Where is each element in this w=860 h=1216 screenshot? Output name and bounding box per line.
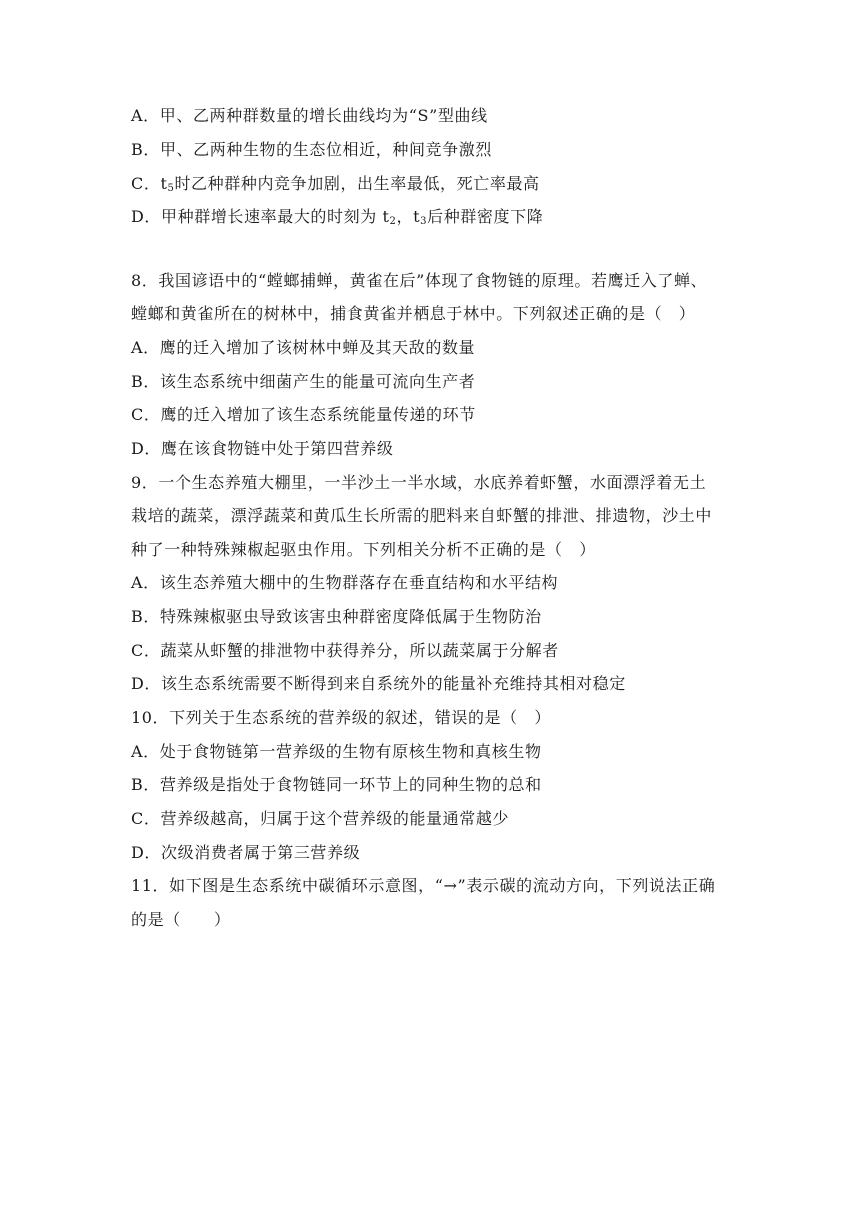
q9-option-b: B．特殊辣椒驱虫导致该害虫种群密度降低属于生物防治 <box>131 607 542 626</box>
q7-option-c-subscript: 5 <box>167 183 175 194</box>
q7-option-d-text-mid: ，t <box>396 207 421 226</box>
q7-option-d-text-rest: 后种群密度下降 <box>427 207 544 226</box>
q8-option-c: C．鹰的迁入增加了该生态系统能量传递的环节 <box>131 405 476 424</box>
q7-option-d-subscript-1: 2 <box>389 216 397 227</box>
q11-stem-line-1: 11．如下图是生态系统中碳循环示意图，“→”表示碳的流动方向，下列说法正确 <box>131 876 716 895</box>
q7-option-c <box>131 173 540 195</box>
q10-option-b: B．营养级是指处于食物链同一环节上的同种生物的总和 <box>131 775 542 794</box>
q9-option-d: D．该生态系统需要不断得到来自系统外的能量补充维持其相对稳定 <box>131 674 626 693</box>
q7-option-d-text: D．甲种群增长速率最大的时刻为 t <box>131 207 390 226</box>
q9-option-c: C．蔬菜从虾蟹的排泄物中获得养分，所以蔬菜属于分解者 <box>131 641 559 660</box>
q9-stem-line-1: 9．一个生态养殖大棚里，一半沙土一半水域，水底养着虾蟹，水面漂浮着无土 <box>131 473 707 492</box>
q8-stem-line-1: 8．我国谚语中的“螳螂捕蝉，黄雀在后”体现了食物链的原理。若鹰迁入了蝉、 <box>131 271 708 290</box>
q9-stem-line-3: 种了一种特殊辣椒起驱虫作用。下列相关分析不正确的是（ ） <box>131 540 596 559</box>
q7-option-b: B．甲、乙两种生物的生态位相近，种间竞争激烈 <box>131 140 492 159</box>
q7-option-d <box>131 206 543 228</box>
q7-option-a: A．甲、乙两种群数量的增长曲线均为“S”型曲线 <box>131 106 488 125</box>
q10-stem: 10．下列关于生态系统的营养级的叙述，错误的是（ ） <box>131 708 551 727</box>
q8-stem-line-2: 螳螂和黄雀所在的树林中，捕食黄雀并栖息于林中。下列叙述正确的是（ ） <box>131 304 696 323</box>
q7-option-d-subscript-2: 3 <box>420 216 428 227</box>
q11-stem-line-2: 的是（ ） <box>131 910 231 929</box>
q10-option-a: A．处于食物链第一营养级的生物有原核生物和真核生物 <box>131 742 542 761</box>
q8-option-a: A．鹰的迁入增加了该树林中蝉及其天敌的数量 <box>131 338 476 357</box>
q10-option-c: C．营养级越高，归属于这个营养级的能量通常越少 <box>131 809 510 828</box>
q9-option-a: A．该生态养殖大棚中的生物群落存在垂直结构和水平结构 <box>131 573 559 592</box>
q9-stem-line-2: 栽培的蔬菜，漂浮蔬菜和黄瓜生长所需的肥料来自虾蟹的排泄、排遗物，沙土中 <box>131 506 713 525</box>
q10-option-d: D．次级消费者属于第三营养级 <box>131 843 361 862</box>
q7-option-c-text: C．t <box>131 174 168 193</box>
q8-option-b: B．该生态系统中细菌产生的能量可流向生产者 <box>131 372 476 391</box>
q7-option-c-text-rest: 时乙种群种内竞争加剧，出生率最低，死亡率最高 <box>174 174 540 193</box>
q8-option-d: D．鹰在该食物链中处于第四营养级 <box>131 439 394 458</box>
